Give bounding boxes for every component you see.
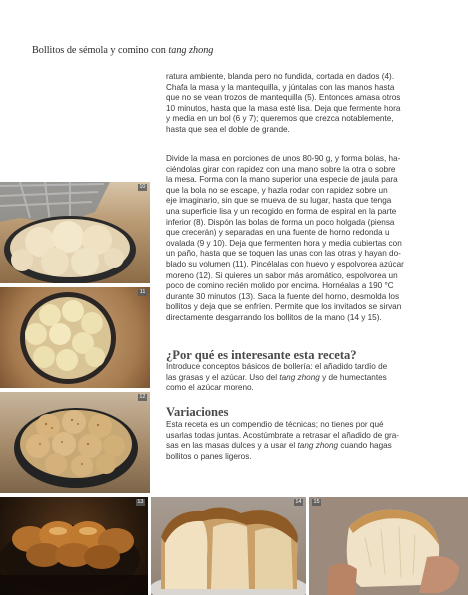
text-line: usarlas todas juntas. Acostúmbrate a retrasar el añadido de gra-	[166, 430, 400, 440]
text-line: la mesa. Forma con la mano superior una especie de jaula para	[166, 175, 398, 185]
text-segment: y de humectantes	[319, 372, 387, 382]
photo-13-illustration	[0, 497, 148, 595]
photo-number: 14	[295, 499, 302, 505]
photo-10-rising-dough	[0, 182, 150, 283]
photo-number: 15	[313, 499, 320, 505]
text-line: ovalada (9 y 10). Deja que fermenten hora y media cubiertas con	[166, 238, 402, 248]
photo-14-illustration	[151, 497, 306, 595]
text-line: como el azúcar moreno.	[166, 383, 254, 393]
photo-14-buns-on-plate	[151, 497, 306, 595]
photo-11-risen-dough	[0, 287, 150, 388]
photo-11-illustration	[0, 287, 150, 388]
page-title	[32, 45, 213, 56]
paragraph-2	[166, 154, 444, 324]
text-line: moreno (12). Si quieres un sabor más aromático, espolvorea un	[166, 270, 398, 280]
text-line	[166, 441, 444, 452]
heading-why-interesting: ¿Por qué es interesante esta receta?	[166, 348, 357, 362]
photo-number: 12	[139, 394, 146, 400]
text-line: 10 minutos, hasta que la masa esté lisa. Deja que fermente hora	[166, 103, 401, 113]
title-italic: tang zhong	[168, 45, 214, 56]
photo-10-illustration	[0, 182, 150, 283]
text-line: Esta receta es un compendio de técnicas; no tienes por qué	[166, 420, 384, 429]
text-italic: tang zhong	[297, 441, 339, 451]
paragraph-3	[166, 362, 444, 394]
text-segment: sas en las masas dulces y a usar el	[166, 441, 298, 451]
text-line: que la bola no se escape, y hazla rodar con rapidez sobre un	[166, 185, 388, 195]
paragraph-4	[166, 420, 444, 462]
text-line: durante 30 minutos (13). Saca la fuente del horno, desmolda los	[166, 291, 400, 301]
text-segment: las grasas y el azúcar. Uso del	[166, 372, 280, 382]
text-line: Introduce conceptos básicos de bollería: el añadido tardío de	[166, 362, 388, 371]
heading-variations: Variaciones	[166, 405, 229, 419]
text-line: Chafa la masa y la mantequilla, y júntalas con las manos hasta	[166, 82, 395, 92]
text-line: poco de comino recién molido por encima. Hornéalas a 190 °C	[166, 281, 394, 291]
text-line: blado su volumen (11). Pincélalas con huevo y espolvorea azúcar	[166, 259, 404, 269]
text-line: eje imaginario, sin que se mueva de su lugar, hasta que tenga	[166, 196, 392, 206]
text-line: que crecerán) y separadas en una fuente de horno redonda u	[166, 228, 390, 238]
text-line: bollitos y deja que se enfríen. Permite que los invitados se sirvan	[166, 302, 402, 312]
text-line: hasta que sea el doble de grande.	[166, 124, 290, 134]
text-line: y media en un bol (6 y 7); queremos que crezca notablemente,	[166, 114, 394, 124]
text-line: ratura ambiente, blanda pero no fundida, cortada en dados (4).	[166, 72, 395, 81]
photo-number: 11	[139, 289, 146, 295]
text-line: inferior (8). Dispón las bolas de forma un poco holgada (piensa	[166, 217, 395, 227]
text-line: que no se vean trozos de mantequilla (5). Entonces amasa otros	[166, 93, 401, 103]
text-segment: cuando hagas	[338, 441, 392, 451]
photo-12-sugared-buns	[0, 392, 150, 493]
photo-15-illustration	[309, 497, 468, 595]
photo-15-torn-bun	[309, 497, 468, 595]
text-line: directamente desgarrando los bollitos de la mano (14 y 15).	[166, 312, 382, 322]
text-line: una superficie lisa y un recogido en forma de espiral en la parte	[166, 206, 397, 216]
text-line: ciéndolas girar con rapidez con una mano sobre la otra o sobre	[166, 164, 396, 174]
paragraph-1	[166, 72, 444, 136]
title-main: Bollitos de sémola y comino con	[32, 45, 169, 56]
photo-number: 10	[139, 184, 146, 190]
text-line	[166, 373, 444, 384]
text-line: bollitos o panes ligeros.	[166, 451, 252, 461]
photo-12-illustration	[0, 392, 150, 493]
photo-number: 13	[137, 499, 144, 505]
text-line: un paño, hasta que se toquen las unas con las otras y hayan do-	[166, 249, 401, 259]
text-line: Divide la masa en porciones de unos 80-90 g, y forma bolas, ha-	[166, 154, 401, 163]
photo-13-baked-buns	[0, 497, 148, 595]
text-italic: tang zhong	[279, 372, 320, 382]
